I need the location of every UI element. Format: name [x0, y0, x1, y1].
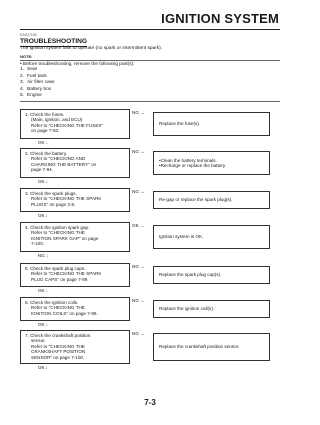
step-text: Refer to "CHECKING THE — [31, 305, 85, 311]
action-box — [153, 300, 270, 318]
step-text: 7-100. — [31, 241, 45, 247]
step-text: 7. Check the crankshaft position — [25, 333, 91, 338]
result-label: NG → — [132, 189, 145, 194]
list-item-text: Battery box — [27, 86, 52, 92]
action-box — [153, 191, 270, 209]
section-title: TROUBLESHOOTING — [20, 38, 88, 45]
flow-next-label: OK ↓ — [37, 322, 49, 327]
list-item-number: 3. — [20, 80, 25, 85]
step-box — [20, 188, 130, 212]
note-label: NOTE: — [20, 54, 33, 59]
header-rule — [20, 29, 280, 30]
action-box — [153, 266, 270, 284]
step-box — [20, 222, 130, 252]
list-item-number: 1. — [20, 67, 25, 72]
result-label: NG → — [132, 149, 145, 154]
step-text: Refer to "CHECKING THE — [31, 343, 85, 349]
action-text: • Recharge or replace the battery. — [159, 163, 264, 168]
note-rule-bottom — [20, 101, 280, 102]
intro-text: The ignition system fails to operate (no spark or intermittent spark). — [20, 46, 163, 51]
step-text: 2. Check the battery. — [25, 151, 68, 156]
step-text: IGNITION COILS" on page 7-99. — [31, 310, 98, 316]
step-text: 1. Check the fuses. — [25, 112, 65, 117]
step-box — [20, 109, 130, 139]
step-text: (Main, ignition, and ECU) — [31, 117, 83, 123]
step-text: 5. Check the spark plug caps. — [25, 266, 86, 271]
step-box — [20, 297, 130, 321]
list-item — [20, 93, 55, 100]
page-header-title: IGNITION SYSTEM — [161, 11, 279, 26]
list-item-number: 4. — [20, 86, 25, 92]
action-text: Replace the crankshaft position sensor. — [159, 344, 240, 350]
step-box — [20, 263, 130, 287]
action-text: Ignition system is OK. — [159, 234, 204, 240]
list-item-text: Air filter case — [27, 80, 55, 85]
step-text: Refer to "CHECKING THE SPARK — [31, 196, 102, 202]
step-box — [20, 148, 130, 178]
result-label: NG → — [132, 110, 145, 115]
step-text: PLUGS" on page 3-8. — [31, 201, 76, 207]
flow-next-label: OK ↓ — [37, 213, 49, 218]
step-text: IGNITION SPARK GAP" on page — [31, 235, 99, 241]
code-reference: EAS27150 — [20, 33, 37, 37]
flow-next-label: OK ↓ — [37, 288, 49, 293]
result-label: NG → — [132, 331, 145, 336]
action-text: Re-gap or replace the spark plug(s). — [159, 197, 233, 203]
step-text: SENSOR" on page 7-100. — [31, 354, 85, 360]
flow-next-label: OK ↓ — [37, 140, 49, 145]
step-text: 3. Check the spark plugs. — [25, 191, 77, 196]
step-text: 6. Check the ignition coils. — [25, 300, 79, 305]
action-box — [153, 333, 270, 361]
page-number: 7-3 — [144, 398, 156, 407]
step-text: PLUG CAPS" on page 7-99. — [31, 276, 89, 282]
flow-next-label: NG ↓ — [37, 253, 49, 258]
result-label: NG → — [132, 264, 145, 269]
step-text: on page 7-93. — [31, 128, 60, 134]
result-label: OK → — [132, 223, 145, 228]
result-label: NG → — [132, 298, 145, 303]
step-text: Refer to "CHECKING AND — [31, 156, 86, 162]
flow-next-label: OK ↓ — [37, 365, 49, 370]
list-item-text: Engine — [27, 93, 42, 98]
note-bullet-text: Before troubleshooting, remove the following part(s): — [23, 62, 135, 67]
step-text: CHARGING THE BATTERY" on — [31, 161, 97, 167]
action-text: • Clean the battery terminals. — [159, 158, 264, 163]
list-item-number: 5. — [20, 93, 25, 98]
action-box — [153, 225, 270, 249]
step-text: Refer to "CHECKING THE SPARK — [31, 271, 102, 277]
note-bullet: • Before troubleshooting, remove the following part(s): — [20, 62, 135, 67]
step-text: 4. Check the ignition spark gap. — [25, 225, 90, 230]
step-text: page 7-94. — [31, 167, 53, 173]
parts-list — [20, 67, 55, 100]
list-item-text: Fuel tank — [27, 73, 47, 79]
action-text: Replace the fuse(s). — [159, 121, 201, 127]
action-box — [153, 151, 270, 175]
step-box — [20, 330, 130, 364]
step-text: Refer to "CHECKING THE FUSES" — [31, 122, 104, 128]
step-text: sensor. — [31, 338, 46, 344]
action-box — [153, 112, 270, 136]
step-text: CRANKSHAFT POSITION — [31, 349, 86, 355]
step-text: Refer to "CHECKING THE — [31, 230, 85, 236]
list-item-number: 2. — [20, 73, 25, 79]
action-text: Replace the spark plug cap(s). — [159, 272, 222, 278]
flow-next-label: OK ↓ — [37, 179, 49, 184]
list-item-text: Seat — [27, 67, 37, 72]
action-text: Replace the ignition coil(s). — [159, 306, 215, 312]
note-rule — [20, 60, 280, 61]
